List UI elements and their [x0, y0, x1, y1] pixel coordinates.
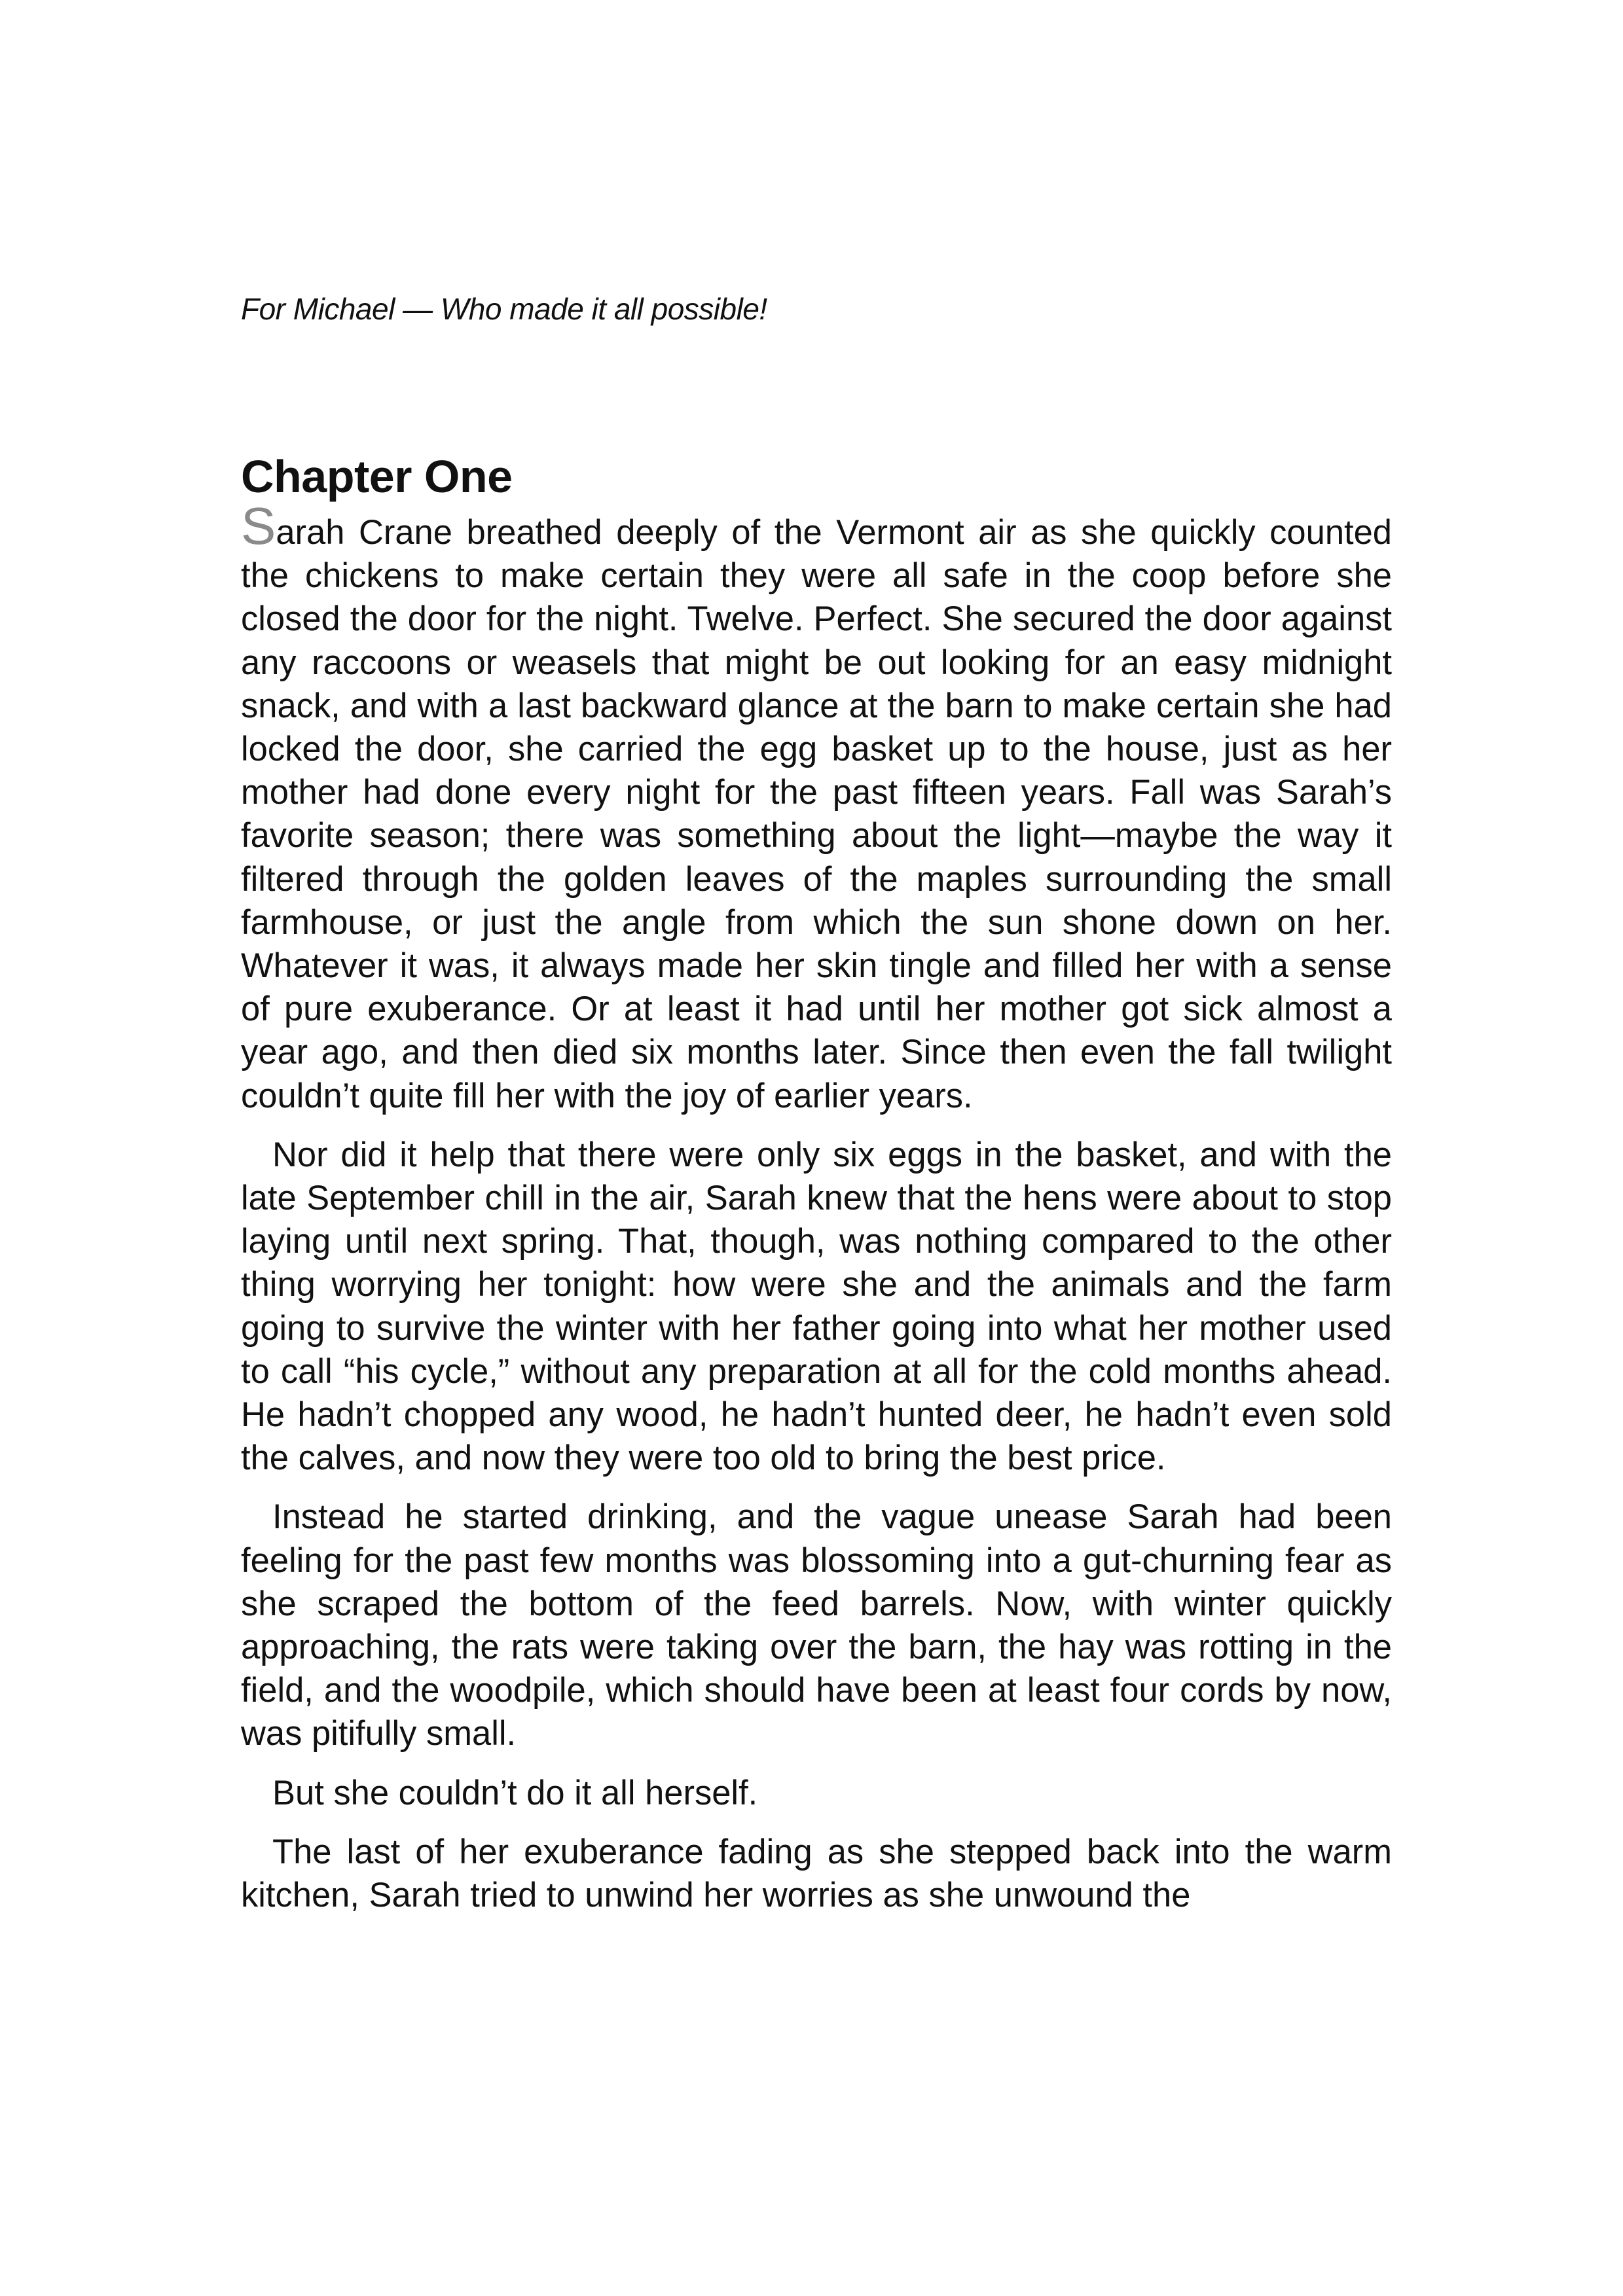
paragraph-3: Instead he started drinking, and the vague unease Sarah had been feeling for the past few months was blossoming into a gut-churning fear as she scraped the bottom of the feed barrels. Now, with winter quickly approaching, the rats were taking over the barn, the hay was rotting in the field, and the woodpile, which should have been at least four cords by now, was pitifully small.	[241, 1498, 1392, 1753]
paragraph-2: Nor did it help that there were only six eggs in the basket, and with the late September chill in the air, Sarah knew that the hens were about to stop laying until next spring. That, though, was nothing compared to the other thing worrying her tonight: how were she and the animals and the farm going to survive the winter with her father going into what her mother used to call “his cycle,” without any preparation at all for the cold months ahead. He hadn’t chopped any wood, he hadn’t hunted deer, he hadn’t even sold the calves, and now they were too old to bring the best price.	[241, 1135, 1392, 1478]
paragraph-1-text: arah Crane breathed deeply of the Vermont air as she quickly counted the chickens to make certain they were all safe in the coop before she closed the door for the night. Twelve. Perfect. She secured the door against any raccoons or weasels that might be out looking for an easy midnight snack, and with a last backward glance at the barn to make certain she had locked the door, she carried the egg basket up to the house, just as her mother had done every night for the past fifteen years. Fall was Sarah’s favorite season; there was something about the light—maybe the way it filtered through the golden leaves of the maples surrounding the small farmhouse, or just the angle from which the sun shone down on her. Whatever it was, it always made her skin tingle and filled her with a sense of pure exuberance. Or at least it had until her mother got sick almost a year ago, and then died six months later. Since then even the fall twilight couldn’t quite fill her with the joy of earlier years.	[241, 513, 1392, 1115]
paragraph-5: The last of her exuberance fading as she stepped back into the warm kitchen, Sarah tried to unwind her worries as she unwound the	[241, 1832, 1392, 1915]
drop-cap: S	[241, 497, 276, 555]
paragraph-4: But she couldn’t do it all herself.	[272, 1773, 758, 1812]
book-page	[241, 0, 1392, 2296]
dedication: For Michael — Who made it all possible!	[241, 292, 767, 326]
chapter-body	[241, 497, 1392, 1933]
chapter-title: Chapter One	[241, 451, 513, 502]
paragraph-1	[241, 497, 1392, 1118]
